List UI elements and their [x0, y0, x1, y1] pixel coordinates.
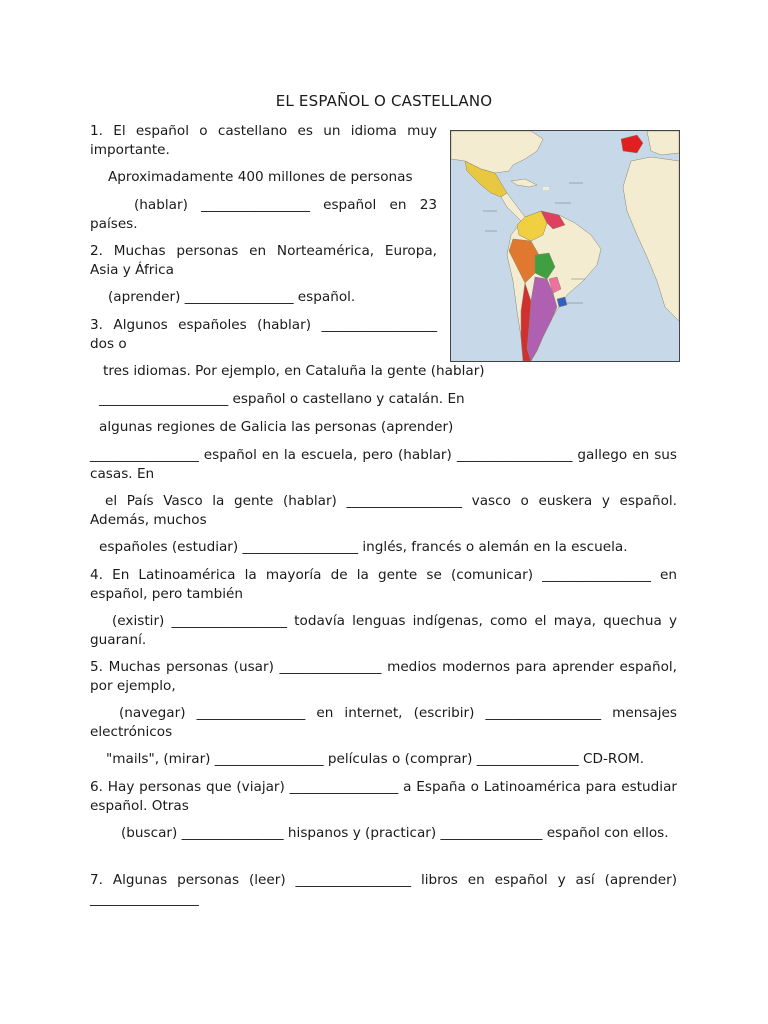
paragraph-7: tres idiomas. Por ejemplo, en Cataluña la gente (hablar)	[103, 363, 485, 379]
paragraph-9: algunas regiones de Galicia las personas (aprender)	[99, 419, 454, 435]
page-title: EL ESPAÑOL O CASTELLANO	[275, 92, 493, 110]
paragraph-4: 2. Muchas personas en Norteamérica, Europa, Asia y África	[90, 243, 437, 278]
paragraph-3: (hablar) ________________ español en 23 países.	[90, 197, 437, 232]
paragraph-11: el País Vasco la gente (hablar) _________________ vasco o euskera y español. Además, muchos	[90, 493, 677, 528]
paragraph-17: "mails", (mirar) ________________ películas o (comprar) _______________ CD-ROM.	[106, 751, 645, 767]
map-uruguay	[557, 297, 567, 307]
paragraph-2: Aproximadamente 400 millones de personas	[108, 169, 413, 185]
paragraph-19: (buscar) _______________ hispanos y (practicar) _______________ español con ellos.	[121, 825, 669, 841]
paragraph-6: 3. Algunos españoles (hablar) _________________ dos o	[90, 317, 437, 352]
paragraph-14: (existir) _________________ todavía lenguas indígenas, como el maya, quechua y guaraní.	[90, 613, 677, 648]
map-europe	[647, 131, 679, 155]
paragraph-1: 1. El español o castellano es un idioma muy importante.	[90, 123, 437, 158]
spanish-speaking-world-map	[450, 130, 680, 362]
paragraph-20: 7. Algunas personas (leer) _________________ libros en español y así (aprender) ________________	[90, 872, 677, 907]
map-illustration	[451, 131, 679, 361]
map-puerto-rico	[543, 187, 549, 190]
paragraph-12: españoles (estudiar) _________________ inglés, francés o alemán en la escuela.	[99, 539, 628, 555]
paragraph-5: (aprender) ________________ español.	[108, 289, 356, 305]
paragraph-15: 5. Muchas personas (usar) _______________ medios modernos para aprender español, por ejemplo,	[90, 659, 677, 694]
paragraph-16: (navegar) ________________ en internet, (escribir) _________________ mensajes electrónicos	[90, 705, 677, 740]
paragraph-10: ________________ español en la escuela, pero (hablar) _________________ gallego en sus casas. En	[90, 447, 677, 482]
paragraph-18: 6. Hay personas que (viajar) ________________ a España o Latinoamérica para estudiar español. Otras	[90, 779, 677, 814]
paragraph-8: ___________________ español o castellano y catalán. En	[99, 391, 465, 407]
paragraph-13: 4. En Latinoamérica la mayoría de la gente se (comunicar) ________________ en español, pero también	[90, 567, 677, 602]
